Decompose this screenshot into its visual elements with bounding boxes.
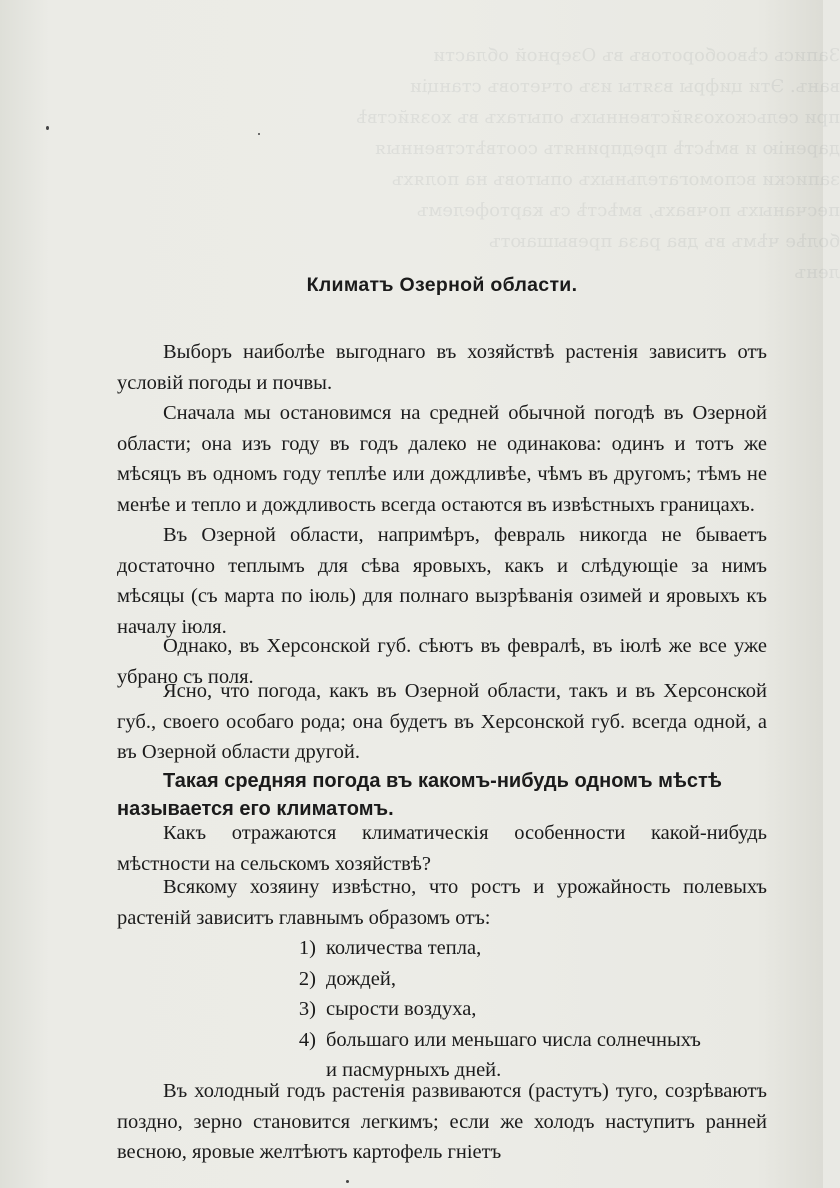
list-item <box>282 964 772 995</box>
paragraph-text: Въ Озерной области, напримѣръ, февраль никогда не бываетъ достаточно теплымъ для сѣва яровыхъ, какъ и слѣдующіе за нимъ мѣсяцы (съ марта по іюль) для полнаго вызрѣванія озимей и яровыхъ къ началу іюля. <box>117 524 767 638</box>
paragraph-text: Однако, въ Херсонской губ. сѣютъ въ февралѣ, въ іюлѣ же все уже убрано съ поля. <box>117 635 767 688</box>
list-item-text: количества тепла, <box>326 937 482 959</box>
list-item <box>282 994 772 1025</box>
paragraph-text: Въ холодный годъ растенія развиваются (растутъ) туго, созрѣваютъ поздно, зерно становится легкимъ; если же холодъ наступитъ ранней весною, яровые желтѣютъ картофель гніетъ <box>117 1080 767 1163</box>
factor-list <box>282 933 772 1086</box>
list-item <box>282 1025 772 1056</box>
paragraph-text: Выборъ наиболѣе выгоднаго въ хозяйствѣ растенія зависитъ отъ условій погоды и почвы. <box>117 341 767 394</box>
intro-text: Всякому хозяину извѣстно, что ростъ и урожайность полевыхъ растеній зависитъ главнымъ образомъ отъ: <box>117 876 767 929</box>
ink-speck <box>258 133 260 135</box>
paragraph-1 <box>117 337 767 398</box>
list-item-text: сырости воздуха, <box>326 998 477 1020</box>
paragraph-text: Сначала мы остановимся на средней обычной погодѣ въ Озерной области; она изъ году въ годъ далеко не одинакова: одинъ и тотъ же мѣсяцъ въ одномъ году теплѣе или дождливѣе, чѣмъ въ другомъ; тѣмъ не менѣе и тепло и дождливость всегда остаются въ извѣстныхъ границахъ. <box>117 402 767 516</box>
paragraph-5 <box>117 676 767 768</box>
paragraph-2 <box>117 398 767 520</box>
list-item <box>282 933 772 964</box>
list-number: 3) <box>298 998 316 1020</box>
list-item-text: дождей, <box>326 967 396 990</box>
intro-block <box>117 872 767 933</box>
climate-definition: Такая средняя погода въ какомъ-нибудь одномъ мѣстѣ называется его климатомъ. <box>117 770 722 820</box>
list-number: 1) <box>298 937 316 959</box>
closing-paragraph <box>117 1076 767 1168</box>
list-item-continuation: и пасмурныхъ дней. <box>326 1059 502 1081</box>
question-text: Какъ отражаются климатическія особенности какой-нибудь мѣстности на сельскомъ хозяйствѣ? <box>117 822 767 875</box>
list-number: 4) <box>298 1028 316 1051</box>
list-number: 2) <box>298 967 316 990</box>
list-item-text: большаго или меньшаго числа солнечныхъ <box>326 1028 701 1051</box>
paragraph-text: Ясно, что погода, какъ въ Озерной области, такъ и въ Херсонской губ., своего особаго рода; она будетъ въ Херсонской губ. всегда одной, а въ Озерной области другой. <box>117 680 767 763</box>
question-block <box>117 818 767 879</box>
paragraph-3 <box>117 520 767 642</box>
ink-speck <box>46 126 49 130</box>
show-through-text: Запись сѣвооборотовъ въ Озерной области ванъ. Эти цифры взяты изъ отчетовъ станціи при сельскохозяйственныхъ опытахъ въ хозяйствѣ даренію и вмѣстѣ предпринять соотвѣтственныя записки вспомогательныхъ опытовъ на поляхъ песчаныхъ почвахъ, вмѣстѣ съ картофелемъ болѣе чѣмъ въ два раза превышаютъ ленъ <box>356 45 840 283</box>
page-title: Климатъ Озерной области. <box>306 274 578 296</box>
ink-speck <box>346 1180 349 1183</box>
definition-block <box>117 767 767 823</box>
